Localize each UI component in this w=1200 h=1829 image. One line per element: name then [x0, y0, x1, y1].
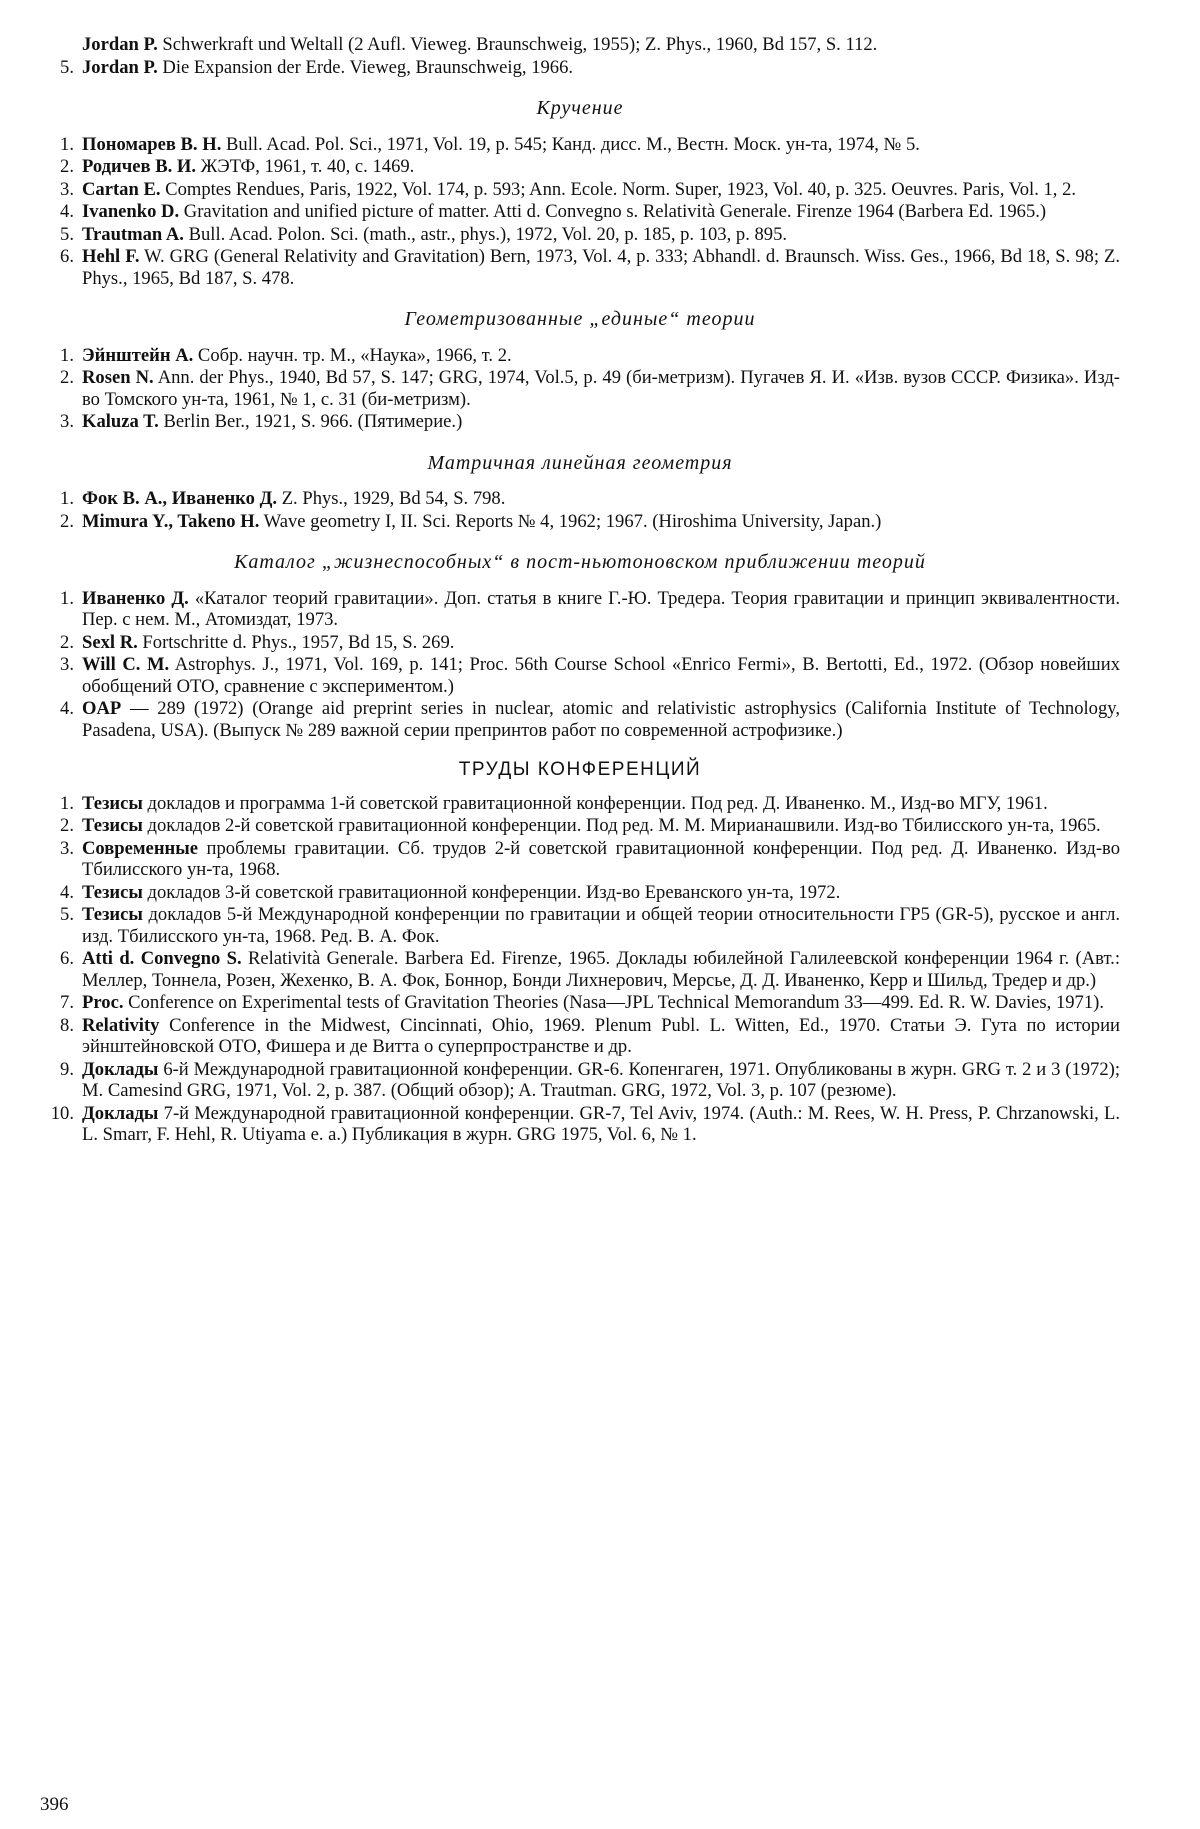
- reference-author: Тезисы: [82, 792, 143, 814]
- reference-author: Доклады: [82, 1058, 159, 1080]
- reference-author: Эйнштейн А.: [82, 344, 194, 366]
- reference-text: 7-й Международной гравитационной конференции. GR-7, Tel Aviv, 1974. (Auth.: M. Rees, W. H. Press, P. Chrzanowski, L. L. Smarr, F. Hehl, R. Utiyama e. a.) Публикация в журн. GRG 1975, Vol. 6, № 1.: [82, 1102, 1120, 1145]
- reference-text: — 289 (1972) (Orange aid preprint series in nuclear, atomic and relativistic astrophysics (California Institute of Technology, Pasadena, USA). (Выпуск № 289 важной серии препринтов работ по современной астрофизике.): [82, 698, 1120, 741]
- reference-number: 6.: [60, 948, 74, 969]
- bibliography-section: [40, 453, 1120, 533]
- reference-number: 2.: [60, 156, 74, 177]
- reference-number: 5.: [60, 904, 74, 925]
- reference-text: Fortschritte d. Phys., 1957, Bd 15, S. 269.: [137, 631, 455, 653]
- reference-text: докладов 5-й Международной конференции по гравитации и общей теории относительности ГР5 (GR-5), русское и англ. изд. Тбилисского ун-та, 1968. Ред. В. А. Фок.: [82, 904, 1120, 947]
- reference-entry: [40, 1103, 1120, 1146]
- reference-text: W. GRG (General Relativity and Gravitation) Bern, 1973, Vol. 4, p. 333; Abhandl. d. Braunsch. Wiss. Ges., 1966, Bd 18, S. 98; Z. Phys., 1965, Bd 187, S. 478.: [82, 246, 1121, 289]
- reference-entry: [40, 904, 1120, 947]
- reference-entry: [40, 511, 1120, 533]
- bibliography-section: [40, 34, 1120, 78]
- reference-number: 10.: [50, 1102, 74, 1124]
- section-heading: Каталог „жизнеспособных“ в пост-ньютоновском приближении теорий: [234, 551, 926, 573]
- reference-author: Доклады: [82, 1102, 159, 1124]
- reference-entry: [40, 345, 1120, 367]
- reference-entry: [40, 134, 1120, 156]
- reference-entry: [40, 588, 1120, 631]
- page-number: 396: [40, 1794, 69, 1815]
- reference-entry: [40, 411, 1120, 433]
- reference-author: Proc.: [82, 992, 124, 1013]
- reference-text: «Каталог теорий гравитации». Доп. статья в книге Г.-Ю. Тредера. Теория гравитации и принцип эквивалентности. Пер. с нем. М., Атомиздат, 1973.: [82, 587, 1120, 630]
- reference-text: Astrophys. J., 1971, Vol. 169, p. 141; Proc. 56th Course School «Enrico Fermi», B. Bertotti, Ed., 1972. (Обзор новейших обобщений ОТО, сравнение с экспериментом.): [82, 654, 1120, 697]
- reference-list: [40, 34, 1120, 78]
- reference-author: Trautman A.: [82, 223, 184, 245]
- reference-text: Die Expansion der Erde. Vieweg, Braunschweig, 1966.: [157, 56, 574, 78]
- reference-number: 7.: [60, 992, 74, 1013]
- reference-entry: [40, 367, 1120, 410]
- reference-entry: [40, 156, 1120, 178]
- reference-text: Wave geometry I, II. Sci. Reports № 4, 1962; 1967. (Hiroshima University, Japan.): [259, 510, 882, 532]
- reference-entry: [40, 57, 1120, 79]
- reference-entry: [40, 992, 1120, 1014]
- reference-text: Gravitation and unified picture of matter. Atti d. Convegno s. Relatività Generale. Firenze 1964 (Barbera Ed. 1965.): [179, 201, 1047, 222]
- reference-number: 2.: [60, 367, 74, 388]
- reference-text: докладов 3-й советской гравитационной конференции. Изд-во Ереванского ун-та, 1972.: [142, 881, 841, 903]
- section-heading: ТРУДЫ КОНФЕРЕНЦИЙ: [458, 759, 702, 780]
- reference-number: 1.: [60, 133, 74, 155]
- reference-entry: [40, 34, 1120, 56]
- reference-entry: [40, 838, 1120, 881]
- reference-entry: [40, 224, 1120, 246]
- reference-entry: [40, 882, 1120, 904]
- reference-author: Sexl R.: [82, 631, 138, 653]
- reference-number: 3.: [60, 178, 74, 200]
- reference-text: Собр. научн. тр. М., «Наука», 1966, т. 2.: [193, 344, 512, 366]
- reference-list: [40, 345, 1120, 433]
- reference-number: 5.: [60, 223, 74, 245]
- bibliography-page: [40, 34, 1120, 1147]
- reference-text: Relatività Generale. Barbera Ed. Firenze, 1965. Доклады юбилейной Галилеевской конференции 1964 г. (Авт.: Меллер, Тоннела, Розен, Жехенко, В. А. Фок, Боннор, Бонди Лихнерович, Мерсье, Д. Д. Иваненко, Керр и Шильд, Тредер и др.): [82, 948, 1120, 991]
- reference-number: 4.: [60, 698, 74, 719]
- reference-number: 8.: [60, 1014, 74, 1036]
- reference-author: Тезисы: [82, 815, 143, 836]
- reference-number: 9.: [60, 1058, 74, 1080]
- reference-number: 5.: [60, 56, 74, 78]
- reference-author: Cartan E.: [82, 178, 161, 200]
- reference-number: 1.: [60, 587, 74, 609]
- reference-number: 2.: [60, 815, 74, 836]
- reference-number: 3.: [60, 654, 74, 675]
- reference-entry: [40, 179, 1120, 201]
- reference-author: Пономарев В. Н.: [82, 133, 222, 155]
- bibliography-section: [40, 552, 1120, 741]
- reference-entry: [40, 201, 1120, 223]
- reference-author: Тезисы: [82, 881, 143, 903]
- reference-author: Родичев В. И.: [82, 156, 197, 177]
- reference-author: Relativity: [82, 1014, 160, 1036]
- reference-number: 2.: [60, 510, 74, 532]
- reference-entry: [40, 793, 1120, 815]
- reference-number: 2.: [60, 631, 74, 653]
- reference-author: Will C. M.: [82, 654, 170, 675]
- reference-author: Atti d. Convegno S.: [82, 948, 242, 969]
- reference-text: Ann. der Phys., 1940, Bd 57, S. 147; GRG, 1974, Vol.5, p. 49 (би-метризм). Пугачев Я. И. «Изв. вузов СССР. Физика». Изд-во Томского ун-та, 1961, № 1, с. 31 (би-метризм).: [82, 367, 1120, 410]
- reference-list: [40, 793, 1120, 1146]
- reference-number: 4.: [60, 201, 74, 222]
- reference-text: Conference in the Midwest, Cincinnati, Ohio, 1969. Plenum Publ. L. Witten, Ed., 1970. Статьи Э. Гута по истории эйнштейновской ОТО, Фишера и де Витта о суперпространстве и др.: [82, 1014, 1120, 1057]
- section-heading: Геометризованные „единые“ теории: [404, 308, 756, 330]
- reference-author: Rosen N.: [82, 367, 154, 388]
- section-heading: Матричная линейная геометрия: [427, 451, 733, 474]
- reference-number: 1.: [60, 488, 74, 509]
- reference-entry: [40, 246, 1120, 289]
- bibliography-section: [40, 759, 1120, 1146]
- reference-text: проблемы гравитации. Сб. трудов 2-й советской гравитационной конференции. Под ред. Д. Иваненко. Изд-во Тбилисского ун-та, 1968.: [82, 837, 1120, 880]
- reference-text: Schwerkraft und Weltall (2 Aufl. Vieweg. Braunschweig, 1955); Z. Phys., 1960, Bd 157, S. 112.: [157, 34, 878, 55]
- reference-text: Bull. Acad. Polon. Sci. (math., astr., phys.), 1972, Vol. 20, p. 185, p. 103, p. 895.: [183, 223, 788, 245]
- reference-author: Kaluza T.: [82, 411, 159, 432]
- reference-text: ЖЭТФ, 1961, т. 40, с. 1469.: [196, 156, 415, 177]
- reference-text: Comptes Rendues, Paris, 1922, Vol. 174, p. 593; Ann. Ecole. Norm. Super, 1923, Vol. 40, p. 325. Oeuvres. Paris, Vol. 1, 2.: [160, 178, 1077, 200]
- reference-list: [40, 488, 1120, 532]
- bibliography-section: [40, 309, 1120, 433]
- reference-entry: [40, 1015, 1120, 1058]
- reference-number: 3.: [60, 411, 74, 432]
- reference-number: 1.: [60, 344, 74, 366]
- reference-list: [40, 588, 1120, 742]
- reference-author: Ivanenko D.: [82, 201, 180, 222]
- reference-text: докладов 2-й советской гравитационной конференции. Под ред. М. М. Мирианашвили. Изд-во Тбилисского ун-та, 1965.: [142, 815, 1101, 836]
- reference-number: 1.: [60, 792, 74, 814]
- reference-text: Conference on Experimental tests of Gravitation Theories (Nasa—JPL Technical Memorandum 33—499. Ed. R. W. Davies, 1971).: [123, 992, 1104, 1013]
- reference-text: Berlin Ber., 1921, S. 966. (Пятимерие.): [158, 411, 463, 432]
- reference-entry: [40, 488, 1120, 510]
- section-heading: Кручение: [536, 97, 624, 119]
- reference-entry: [40, 1059, 1120, 1102]
- reference-entry: [40, 654, 1120, 697]
- reference-author: Современные: [82, 837, 199, 859]
- reference-number: 4.: [60, 881, 74, 903]
- reference-author: Jordan P.: [82, 34, 158, 55]
- reference-entry: [40, 632, 1120, 654]
- reference-text: 6-й Международной гравитационной конференции. GR-6. Копенгаген, 1971. Опубликованы в журн. GRG т. 2 и 3 (1972); M. Camesind GRG, 1971, Vol. 2, p. 387. (Общий обзор); A. Trautman. GRG, 1972, Vol. 3, p. 107 (резюме).: [82, 1058, 1120, 1101]
- reference-author: Иваненко Д.: [82, 587, 189, 609]
- reference-text: докладов и программа 1-й советской гравитационной конференции. Под ред. Д. Иваненко. М., Изд-во МГУ, 1961.: [142, 792, 1048, 814]
- reference-text: Bull. Acad. Pol. Sci., 1971, Vol. 19, p. 545; Канд. дисс. М., Вестн. Моск. ун-та, 1974, № 5.: [221, 133, 920, 155]
- reference-number: 3.: [60, 837, 74, 859]
- reference-author: Тезисы: [82, 904, 143, 925]
- reference-author: Mimura Y., Takeno H.: [82, 510, 260, 532]
- reference-entry: [40, 815, 1120, 837]
- reference-list: [40, 134, 1120, 290]
- reference-text: Z. Phys., 1929, Bd 54, S. 798.: [277, 488, 506, 509]
- bibliography-section: [40, 98, 1120, 289]
- reference-author: Фок В. А., Иваненко Д.: [82, 488, 278, 509]
- reference-author: Hehl F.: [82, 246, 140, 267]
- reference-author: Jordan P.: [82, 56, 158, 78]
- reference-number: 6.: [60, 246, 74, 267]
- reference-entry: [40, 698, 1120, 741]
- reference-entry: [40, 948, 1120, 991]
- reference-author: OAP: [82, 698, 122, 719]
